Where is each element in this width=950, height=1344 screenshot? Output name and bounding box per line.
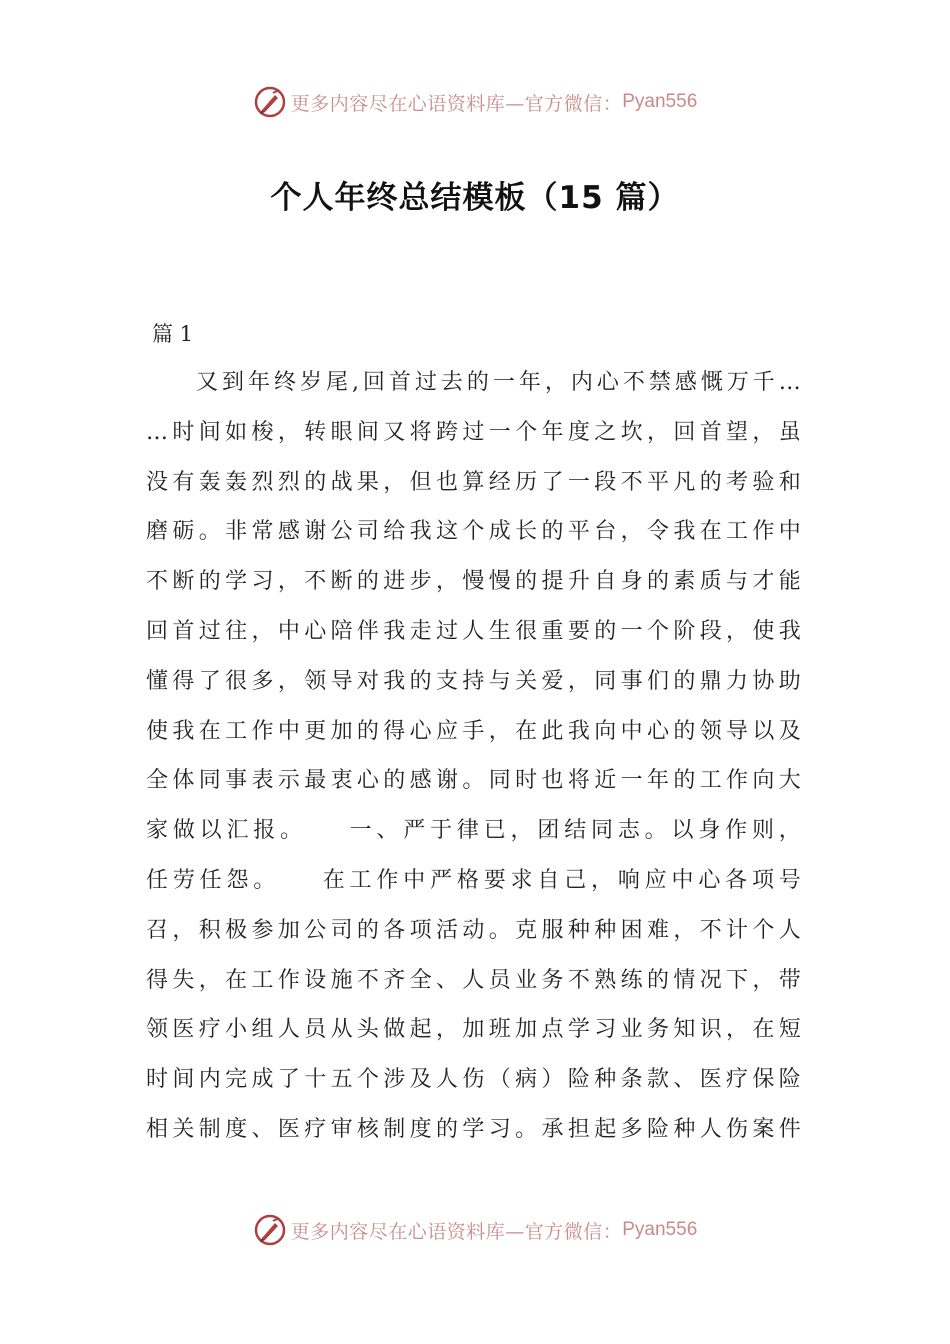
watermark-text: 更多内容尽在心语资料库—官方微信： bbox=[290, 92, 623, 115]
body-line: 不断的学习，不断的进步，慢慢的提升自身的素质与才能 bbox=[146, 569, 804, 595]
body-line: 回首过往，中心陪伴我走过人生很重要的一个阶段，使我 bbox=[146, 618, 804, 644]
body-line: 得失，在工作设施不齐全、人员业务不熟练的情况下，带 bbox=[146, 967, 804, 993]
body-line: 全体同事表示最衷心的感谢。同时也将近一年的工作向大 bbox=[146, 768, 804, 794]
watermark-banner-top bbox=[0, 82, 950, 122]
body-line: 召，积极参加公司的各项活动。克服种种困难，不计个人 bbox=[146, 917, 804, 943]
body-line: 又到年终岁尾,回首过去的一年，内心不禁感慨万千… bbox=[196, 370, 804, 395]
body-line: 时间内完成了十五个涉及人伤（病）险种条款、医疗保险 bbox=[146, 1067, 804, 1093]
watermark-banner-bottom bbox=[0, 1210, 950, 1250]
body-line: 没有轰轰烈烈的战果，但也算经历了一段不平凡的考验和 bbox=[146, 469, 804, 495]
pen-logo-icon bbox=[253, 1213, 287, 1247]
watermark-id: Pyan556 bbox=[622, 91, 698, 112]
pen-logo-icon bbox=[253, 85, 287, 119]
document-body bbox=[146, 358, 804, 1155]
document-title: 个人年终总结模板（15 篇） bbox=[270, 180, 680, 216]
watermark-content bbox=[253, 85, 698, 119]
body-line: 家做以汇报。 一、严于律已，团结同志。以身作则， bbox=[146, 818, 804, 844]
body-line: 任劳任怨。 在工作中严格要求自己，响应中心各项号 bbox=[146, 867, 804, 893]
body-line: 相关制度、医疗审核制度的学习。承担起多险种人伤案件 bbox=[146, 1116, 804, 1142]
body-line: 使我在工作中更加的得心应手，在此我向中心的领导以及 bbox=[146, 718, 804, 744]
section-label: 篇 1 bbox=[152, 322, 194, 346]
watermark-content bbox=[253, 1213, 698, 1247]
body-line: 领医疗小组人员从头做起，加班加点学习业务知识，在短 bbox=[146, 1017, 804, 1043]
body-line: 磨砺。非常感谢公司给我这个成长的平台，令我在工作中 bbox=[146, 519, 804, 545]
watermark-text: 更多内容尽在心语资料库—官方微信： bbox=[290, 1220, 623, 1243]
body-line: 懂得了很多，领导对我的支持与关爱，同事们的鼎力协助 bbox=[146, 668, 804, 694]
body-line: …时间如梭，转眼间又将跨过一个年度之坎，回首望，虽 bbox=[146, 419, 804, 445]
watermark-id: Pyan556 bbox=[622, 1219, 698, 1240]
